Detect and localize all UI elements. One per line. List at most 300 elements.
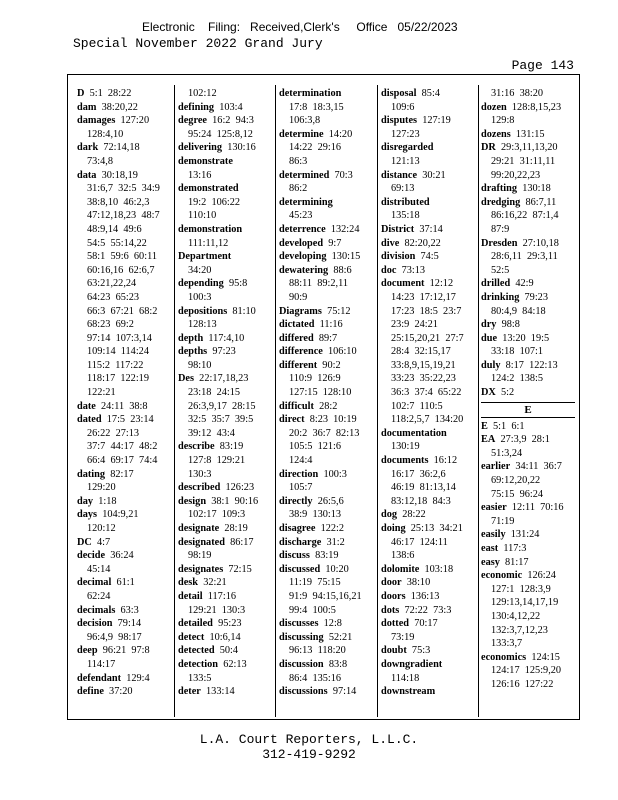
index-refs: 52:21 — [328, 631, 353, 643]
index-entry — [178, 182, 272, 196]
index-entry — [178, 658, 272, 672]
index-term: drafting — [481, 183, 518, 195]
index-refs-continued: 75:15 96:24 — [491, 488, 544, 500]
index-refs-continued: 47:12,18,23 48:7 — [87, 210, 160, 222]
index-term: easier — [481, 502, 507, 514]
index-entry — [279, 169, 373, 183]
index-term: day — [77, 495, 94, 507]
index-entry — [381, 522, 475, 536]
index-entry — [481, 128, 575, 142]
index-refs: 131:24 — [510, 529, 540, 541]
index-term: differed — [279, 332, 314, 344]
index-refs: 122:2 — [320, 523, 345, 534]
index-entry — [481, 182, 575, 196]
index-column-5 — [481, 87, 575, 692]
index-refs-continued: 45:14 — [87, 563, 111, 575]
index-refs: 130:15 — [331, 251, 361, 263]
index-entry — [381, 617, 475, 631]
index-term: E — [481, 420, 488, 432]
index-entry — [279, 468, 373, 482]
index-term: disagree — [279, 523, 316, 534]
index-term: designate — [178, 523, 220, 534]
index-entry — [381, 264, 475, 278]
index-refs-continued: 26:3,9,17 28:15 — [188, 400, 256, 412]
index-refs: 62:13 — [223, 658, 247, 670]
index-term: doubt — [381, 645, 407, 657]
index-term: duly — [481, 359, 501, 371]
index-refs-continued: 33:23 35:22,23 — [391, 373, 456, 385]
index-entry — [381, 114, 475, 128]
index-term: depositions — [178, 305, 228, 317]
index-entry — [481, 433, 575, 447]
index-entry — [279, 536, 373, 550]
index-refs-continued: 60:16,16 62:6,7 — [87, 264, 155, 276]
index-refs-continued: 91:9 94:15,16,21 — [289, 590, 362, 602]
index-refs: 38:1 90:16 — [211, 495, 259, 507]
index-refs-continued: 120:12 — [87, 523, 116, 534]
index-refs: 89:7 — [318, 332, 338, 344]
index-refs-continued: 121:13 — [391, 155, 420, 167]
index-refs-continued: 16:17 36:2,6 — [391, 468, 446, 480]
index-refs: 117:4,10 — [208, 332, 245, 344]
index-term: difference — [279, 346, 323, 358]
index-entry — [178, 590, 272, 604]
index-refs: 117:3 — [503, 543, 527, 554]
index-entry — [481, 386, 575, 400]
index-entry — [481, 141, 575, 155]
index-term: downgradient — [381, 658, 443, 670]
index-refs-continued: 51:3,24 — [491, 447, 523, 459]
index-refs: 32:21 — [203, 577, 227, 589]
index-term: D — [77, 88, 85, 99]
index-entry — [77, 576, 171, 590]
index-refs-continued: 135:18 — [391, 210, 420, 222]
index-refs: 88:6 — [333, 264, 352, 276]
index-refs-continued: 124:17 125:9,20 — [491, 665, 562, 677]
index-refs-continued: 133:3,7 — [491, 638, 523, 650]
index-entry — [481, 237, 575, 251]
index-refs: 63:3 — [120, 604, 139, 616]
index-term: deter — [178, 686, 201, 698]
index-entry — [77, 141, 171, 155]
index-term: depending — [178, 278, 224, 290]
index-entry — [279, 237, 373, 251]
index-refs: 22:17,18,23 — [199, 373, 249, 385]
index-refs-continued: 69:13 — [391, 183, 415, 195]
index-term: division — [381, 251, 416, 263]
index-term: defendant — [77, 672, 122, 684]
index-term: depth — [178, 332, 204, 344]
index-refs-continued: 39:12 43:4 — [188, 427, 235, 439]
index-refs: 103:4 — [219, 101, 243, 113]
index-refs: 16:2 94:3 — [212, 115, 254, 127]
index-refs-continued: 73:19 — [391, 631, 415, 643]
index-refs: 129:4 — [126, 672, 150, 684]
index-entry — [481, 651, 575, 665]
index-entry — [381, 223, 475, 237]
index-refs: 13:20 19:5 — [502, 332, 550, 344]
index-refs: 86:17 — [230, 536, 254, 548]
index-refs-continued: 34:20 — [188, 264, 212, 276]
index-term: days — [77, 509, 98, 521]
index-refs-continued: 127:8 129:21 — [188, 455, 246, 467]
index-entry — [481, 291, 575, 305]
index-refs: 70:3 — [334, 169, 353, 181]
index-term: detected — [178, 645, 215, 657]
index-refs-continued: 19:2 106:22 — [188, 196, 241, 208]
index-term: discussions — [279, 686, 328, 698]
index-column-4 — [381, 87, 475, 699]
index-column-2 — [178, 87, 272, 699]
index-term: decimals — [77, 604, 116, 616]
index-refs: 29:3,11,13,20 — [501, 142, 558, 154]
index-refs-continued: 31:16 38:20 — [491, 88, 544, 99]
column-divider — [275, 85, 276, 717]
index-refs: 126:24 — [527, 570, 556, 582]
index-refs-continued: 17:8 18:3,15 — [289, 101, 344, 113]
index-refs-continued: 26:22 27:13 — [87, 427, 140, 439]
index-refs: 36:24 — [110, 550, 134, 562]
index-entry — [178, 223, 272, 237]
index-entry — [381, 576, 475, 590]
index-entry — [381, 658, 475, 672]
index-entry — [381, 685, 475, 699]
index-refs-continued: 36:3 37:4 65:22 — [391, 387, 462, 399]
index-refs: 127:20 — [120, 115, 150, 127]
index-refs: 133:14 — [206, 686, 235, 698]
index-entry — [381, 644, 475, 658]
index-term: dictated — [279, 319, 315, 331]
index-refs: 75:12 — [327, 305, 351, 317]
index-term: decision — [77, 618, 113, 630]
index-term: dry — [481, 319, 497, 331]
index-refs: 72:22 73:3 — [404, 604, 452, 616]
index-refs: 83:19 — [315, 550, 339, 562]
index-entry — [279, 563, 373, 577]
index-term: Diagrams — [279, 305, 322, 317]
index-term: doc — [381, 264, 397, 276]
index-entry — [279, 359, 373, 373]
index-term: dam — [77, 101, 97, 113]
index-refs: 5:1 6:1 — [493, 420, 525, 432]
index-term: determine — [279, 128, 324, 140]
index-refs-continued: 20:2 36:7 82:13 — [289, 427, 360, 439]
index-term: designates — [178, 563, 224, 575]
index-term: document — [381, 278, 425, 290]
index-term: describe — [178, 441, 215, 453]
index-entry — [381, 508, 475, 522]
index-term: determination — [279, 88, 342, 99]
index-term: dog — [381, 509, 398, 521]
index-entry — [279, 250, 373, 264]
index-entry — [481, 332, 575, 346]
index-term: demonstrated — [178, 183, 239, 195]
index-term: discuss — [279, 550, 310, 562]
index-refs-continued: 25:15,20,21 27:7 — [391, 332, 464, 344]
index-refs-continued: 109:14 114:24 — [87, 346, 149, 358]
index-entry — [279, 196, 373, 210]
index-refs-continued: 127:15 128:10 — [289, 387, 352, 399]
page-number: Page 143 — [511, 58, 574, 73]
index-term: desk — [178, 577, 199, 589]
index-refs: 11:16 — [319, 319, 343, 331]
index-entry — [381, 237, 475, 251]
index-entry — [381, 169, 475, 183]
index-refs: 38:20,22 — [101, 101, 138, 113]
index-refs-continued: 23:9 24:21 — [391, 319, 438, 331]
index-term: direction — [279, 468, 319, 480]
index-refs-continued: 129:20 — [87, 482, 116, 494]
index-refs: 31:2 — [326, 536, 345, 548]
index-term: dozens — [481, 128, 511, 140]
index-entry — [481, 318, 575, 332]
index-term: easy — [481, 556, 500, 568]
index-entry — [178, 114, 272, 128]
index-entry — [381, 454, 475, 468]
index-entry — [279, 223, 373, 237]
index-entry — [381, 87, 475, 101]
index-entry — [279, 631, 373, 645]
index-term: dating — [77, 468, 106, 480]
index-refs: 127:19 — [422, 115, 451, 127]
index-refs-continued: 14:23 17:12,17 — [391, 291, 456, 303]
index-refs-continued: 110:10 — [188, 210, 217, 222]
index-refs: 75:3 — [411, 645, 431, 657]
index-term: dozen — [481, 101, 507, 113]
index-term: dark — [77, 142, 99, 154]
index-frame — [67, 74, 580, 720]
index-entry — [279, 685, 373, 699]
index-refs-continued: 129:8 — [491, 115, 515, 127]
index-refs: 27:10,18 — [522, 237, 559, 249]
index-refs: 90:2 — [322, 359, 341, 371]
index-refs: 34:11 36:7 — [515, 461, 562, 473]
index-entry — [77, 101, 171, 115]
index-term: discussed — [279, 563, 321, 575]
index-refs-continued: 87:9 — [491, 223, 510, 235]
index-refs-continued: 105:7 — [289, 482, 313, 494]
index-refs: 81:10 — [232, 305, 256, 317]
index-term: delivering — [178, 142, 223, 154]
index-refs: 38:10 — [406, 577, 431, 589]
index-refs: 73:13 — [401, 264, 426, 276]
index-refs: 136:13 — [410, 590, 440, 602]
index-refs-continued: 32:5 35:7 39:5 — [188, 414, 254, 426]
index-refs: 27:3,9 28:1 — [500, 434, 550, 446]
index-entry — [77, 400, 171, 414]
index-term: economics — [481, 651, 527, 663]
index-entry — [481, 277, 575, 291]
index-entry — [481, 420, 575, 434]
index-refs: 96:21 97:8 — [102, 645, 150, 657]
index-term: District — [381, 223, 415, 235]
index-refs-continued: 109:6 — [391, 101, 415, 113]
column-divider — [478, 85, 479, 717]
index-term: deep — [77, 645, 98, 657]
index-refs: 81:17 — [505, 556, 529, 568]
index-term: dots — [381, 604, 400, 616]
index-term: define — [77, 686, 104, 698]
index-entry — [481, 569, 575, 583]
index-refs-continued: 114:17 — [87, 658, 116, 670]
index-refs: 5:2 — [501, 387, 515, 399]
index-term: defining — [178, 101, 215, 113]
filing-stamp: Electronic Filing: Received,Clerk's Office 05/22/2023 — [142, 20, 458, 34]
index-refs-continued: 73:4,8 — [87, 155, 114, 167]
index-refs: 82:17 — [110, 468, 134, 480]
index-refs-continued: 54:5 55:14,22 — [87, 237, 147, 249]
index-term: detection — [178, 658, 219, 670]
index-refs-continued: 122:21 — [87, 387, 116, 399]
index-entry — [279, 495, 373, 509]
index-term: due — [481, 332, 498, 344]
index-entry — [178, 155, 272, 169]
index-refs-continued: 111:11,12 — [188, 237, 229, 249]
index-refs: 24:11 38:8 — [101, 400, 148, 412]
index-entry — [279, 128, 373, 142]
index-entry — [77, 508, 171, 522]
index-refs: 28:2 — [319, 400, 338, 412]
index-entry — [77, 114, 171, 128]
index-entry — [279, 549, 373, 563]
index-refs-continued: 102:7 110:5 — [391, 400, 443, 412]
index-refs-continued: 52:5 — [491, 264, 510, 276]
index-refs-continued: 124:2 138:5 — [491, 373, 544, 385]
index-entry — [178, 495, 272, 509]
index-refs: 117:16 — [207, 590, 236, 602]
index-refs-continued: 71:19 — [491, 515, 515, 527]
index-entry — [77, 672, 171, 686]
index-entry — [481, 542, 575, 556]
index-refs: 132:24 — [330, 223, 360, 235]
index-refs-continued: 130:19 — [391, 441, 420, 453]
index-entry — [77, 685, 171, 699]
index-refs-continued: 64:23 65:23 — [87, 291, 140, 303]
index-entry — [381, 590, 475, 604]
index-term: dive — [381, 237, 400, 249]
index-refs-continued: 33:18 107:1 — [491, 346, 544, 358]
index-term: detailed — [178, 618, 213, 630]
index-refs: 50:4 — [219, 645, 239, 657]
index-refs: 74:5 — [420, 251, 439, 263]
index-refs: 12:8 — [323, 618, 342, 630]
index-term: distance — [381, 169, 418, 181]
index-refs: 1:18 — [98, 495, 117, 507]
index-refs-continued: 115:2 117:22 — [87, 359, 144, 371]
index-refs: 79:14 — [117, 618, 142, 630]
index-entry — [178, 305, 272, 319]
index-entry — [178, 440, 272, 454]
index-refs-continued: 23:18 24:15 — [188, 387, 241, 399]
index-refs-continued: 13:16 — [188, 169, 212, 181]
index-entry — [279, 522, 373, 536]
index-entry — [279, 617, 373, 631]
index-entry — [77, 87, 171, 101]
index-refs: 12:12 — [429, 278, 454, 290]
index-refs-continued: 63:21,22,24 — [87, 278, 137, 290]
index-refs-continued: 28:6,11 29:3,11 — [491, 251, 558, 263]
index-refs-continued: 37:7 44:17 48:2 — [87, 441, 158, 453]
index-refs-continued: 138:6 — [391, 550, 415, 562]
index-entry — [77, 495, 171, 509]
index-term: discussing — [279, 631, 324, 643]
index-entry — [77, 644, 171, 658]
index-term: design — [178, 495, 207, 507]
index-refs: 82:20,22 — [404, 237, 441, 249]
index-refs-continued: 106:3,8 — [289, 115, 321, 127]
index-term: economic — [481, 570, 523, 582]
index-refs: 30:21 — [422, 169, 446, 181]
index-refs-continued: 46:19 81:13,14 — [391, 482, 456, 494]
index-refs-continued: 127:1 128:3,9 — [491, 583, 551, 595]
index-refs: 4:7 — [97, 536, 111, 548]
index-entry — [279, 332, 373, 346]
index-refs: 8:17 122:13 — [505, 359, 558, 371]
index-entry — [279, 345, 373, 359]
index-refs: 28:19 — [224, 523, 248, 534]
index-term: detail — [178, 590, 203, 602]
index-term: east — [481, 543, 499, 554]
index-term: dewatering — [279, 264, 329, 276]
index-entry — [178, 101, 272, 115]
index-refs-continued: 110:9 126:9 — [289, 373, 341, 385]
index-refs: 97:14 — [332, 686, 357, 698]
index-refs-continued: 130:3 — [188, 468, 212, 480]
index-term: distributed — [381, 196, 430, 208]
footer-company: L.A. Court Reporters, L.L.C. — [199, 732, 419, 747]
index-refs-continued: 99:20,22,23 — [491, 169, 541, 181]
index-refs: 130:18 — [522, 183, 551, 195]
index-entry — [381, 250, 475, 264]
index-term: doing — [381, 523, 406, 534]
index-entry — [279, 400, 373, 414]
footer-phone: 312-419-9292 — [262, 747, 356, 762]
index-term: discusses — [279, 618, 319, 630]
index-term: drinking — [481, 291, 520, 303]
index-term: depths — [178, 346, 208, 358]
index-refs-continued: 130:4,12,22 — [491, 610, 541, 622]
index-entry — [481, 556, 575, 570]
index-refs-continued: 102:17 109:3 — [188, 509, 246, 521]
index-refs: 85:4 — [421, 88, 440, 99]
index-refs: 128:8,15,23 — [511, 101, 562, 113]
index-entry — [279, 305, 373, 319]
index-entry — [279, 87, 373, 101]
index-refs: 61:1 — [116, 577, 135, 589]
index-refs: 100:3 — [323, 468, 347, 480]
index-term: easily — [481, 529, 506, 541]
index-refs: 26:5,6 — [317, 495, 344, 507]
index-refs-continued: 124:4 — [289, 455, 313, 467]
index-entry — [481, 501, 575, 515]
index-entry — [77, 549, 171, 563]
index-term: demonstrate — [178, 155, 233, 167]
index-refs: 95:8 — [228, 278, 248, 290]
index-refs-continued: 29:21 31:11,11 — [491, 155, 556, 167]
index-refs-continued: 69:12,20,22 — [491, 475, 541, 487]
index-entry — [178, 576, 272, 590]
index-term: direct — [279, 414, 305, 426]
index-term: door — [381, 577, 402, 589]
index-refs-continued: 14:22 29:16 — [289, 142, 342, 154]
column-divider — [377, 85, 378, 717]
index-term: different — [279, 359, 318, 371]
index-entry — [381, 277, 475, 291]
index-refs: 37:20 — [109, 686, 133, 698]
index-entry — [279, 658, 373, 672]
index-refs: 104:9,21 — [102, 509, 139, 521]
index-term: downstream — [381, 686, 436, 698]
